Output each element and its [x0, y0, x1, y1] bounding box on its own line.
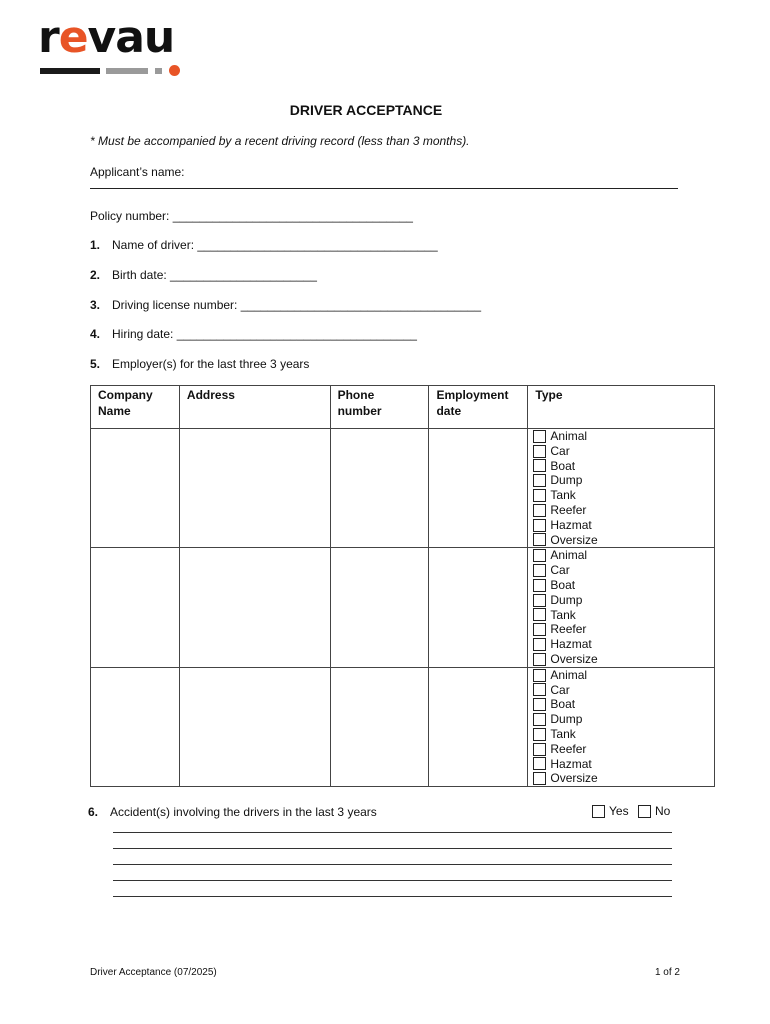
checkbox[interactable] — [533, 533, 546, 546]
accident-details-line[interactable] — [113, 864, 672, 865]
header-employment-date: Employment date — [429, 386, 528, 429]
accident-details-line[interactable] — [113, 848, 672, 849]
type-option-tank[interactable]: Tank — [533, 488, 714, 503]
checkbox[interactable] — [533, 430, 546, 443]
type-option-animal[interactable]: Animal — [533, 429, 714, 444]
type-option-car[interactable]: Car — [533, 563, 714, 578]
checkbox[interactable] — [638, 805, 651, 818]
type-option-boat[interactable]: Boat — [533, 578, 714, 593]
footer-form-name: Driver Acceptance (07/2025) — [90, 967, 217, 978]
type-option-tank[interactable]: Tank — [533, 608, 714, 623]
driver-name-field[interactable]: ____________________________________ — [197, 238, 438, 252]
address-cell[interactable] — [179, 667, 330, 786]
type-option-animal[interactable]: Animal — [533, 548, 714, 563]
employers-heading — [90, 357, 309, 371]
type-option-tank[interactable]: Tank — [533, 727, 714, 742]
item-number: 2. — [90, 268, 101, 282]
yes-label: Yes — [609, 804, 629, 818]
type-cell — [528, 429, 715, 548]
type-option-car[interactable]: Car — [533, 683, 714, 698]
hiring-date-label: Hiring date: — [112, 327, 174, 341]
table-row — [91, 429, 715, 548]
type-option-dump[interactable]: Dump — [533, 593, 714, 608]
license-number-field[interactable]: ____________________________________ — [240, 298, 481, 312]
table-row — [91, 548, 715, 667]
footer-page-number: 1 of 2 — [654, 967, 680, 978]
item-number: 4. — [90, 327, 101, 341]
company-name-cell[interactable] — [91, 429, 180, 548]
hiring-date-field[interactable]: ____________________________________ — [176, 327, 417, 341]
item-number: 1. — [90, 238, 101, 252]
policy-number-field[interactable]: ____________________________________ — [172, 209, 413, 223]
checkbox[interactable] — [533, 623, 546, 636]
employment-date-cell[interactable] — [429, 667, 528, 786]
type-option-oversize[interactable]: Oversize — [533, 533, 714, 548]
checkbox[interactable] — [592, 805, 605, 818]
header-type: Type — [528, 386, 715, 429]
driver-name-row[interactable] — [90, 238, 438, 252]
type-option-reefer[interactable]: Reefer — [533, 503, 714, 518]
logo-bar-gray — [106, 68, 148, 74]
logo-square-gray — [155, 68, 162, 74]
checkbox[interactable] — [533, 608, 546, 621]
checkbox[interactable] — [533, 489, 546, 502]
header-address: Address — [179, 386, 330, 429]
header-phone-number: Phone number — [330, 386, 429, 429]
phone-number-cell[interactable] — [330, 429, 429, 548]
type-option-dump[interactable]: Dump — [533, 712, 714, 727]
checkbox[interactable] — [533, 683, 546, 696]
logo-wordmark: revau — [38, 12, 175, 63]
applicant-name-field[interactable] — [90, 188, 678, 189]
type-option-car[interactable]: Car — [533, 444, 714, 459]
item-number: 5. — [90, 357, 101, 371]
checkbox[interactable] — [533, 445, 546, 458]
type-option-hazmat[interactable]: Hazmat — [533, 757, 714, 772]
no-label: No — [655, 804, 671, 818]
checkbox[interactable] — [533, 713, 546, 726]
checkbox[interactable] — [533, 698, 546, 711]
type-option-hazmat[interactable]: Hazmat — [533, 518, 714, 533]
logo-dot-orange — [169, 65, 180, 76]
employers-table — [90, 385, 715, 787]
phone-number-cell[interactable] — [330, 548, 429, 667]
license-number-row[interactable] — [90, 298, 481, 312]
checkbox[interactable] — [533, 549, 546, 562]
checkbox[interactable] — [533, 474, 546, 487]
type-cell — [528, 667, 715, 786]
type-option-dump[interactable]: Dump — [533, 473, 714, 488]
employment-date-cell[interactable] — [429, 548, 528, 667]
type-option-hazmat[interactable]: Hazmat — [533, 637, 714, 652]
accidents-no-option[interactable] — [638, 804, 670, 818]
logo-bar-black — [40, 68, 100, 74]
checkbox[interactable] — [533, 653, 546, 666]
type-option-oversize[interactable]: Oversize — [533, 771, 714, 786]
checkbox[interactable] — [533, 459, 546, 472]
accident-details-line[interactable] — [113, 880, 672, 881]
item-number: 6. — [88, 805, 99, 819]
type-options — [528, 429, 714, 547]
checkbox[interactable] — [533, 743, 546, 756]
checkbox[interactable] — [533, 757, 546, 770]
checkbox[interactable] — [533, 564, 546, 577]
birth-date-row[interactable] — [90, 268, 317, 282]
type-option-boat[interactable]: Boat — [533, 697, 714, 712]
hiring-date-row[interactable] — [90, 327, 417, 341]
checkbox[interactable] — [533, 772, 546, 785]
type-options — [528, 668, 714, 786]
checkbox[interactable] — [533, 504, 546, 517]
accidents-heading — [88, 805, 377, 819]
accident-details-line[interactable] — [113, 896, 672, 897]
requirement-note: * Must be accompanied by a recent driving record (less than 3 months). — [90, 134, 470, 148]
company-name-cell[interactable] — [91, 667, 180, 786]
header-company-name: Company Name — [91, 386, 180, 429]
company-name-cell[interactable] — [91, 548, 180, 667]
employment-date-cell[interactable] — [429, 429, 528, 548]
employers-label: Employer(s) for the last three 3 years — [112, 357, 310, 371]
address-cell[interactable] — [179, 548, 330, 667]
document-title: DRIVER ACCEPTANCE — [289, 102, 443, 118]
birth-date-label: Birth date: — [112, 268, 167, 282]
applicant-name-label: Applicant’s name: — [90, 165, 185, 179]
phone-number-cell[interactable] — [330, 667, 429, 786]
type-option-animal[interactable]: Animal — [533, 668, 714, 683]
type-options — [528, 548, 714, 666]
driver-name-label: Name of driver: — [112, 238, 195, 252]
checkbox[interactable] — [533, 519, 546, 532]
address-cell[interactable] — [179, 429, 330, 548]
company-logo — [38, 12, 188, 80]
license-number-label: Driving license number: — [112, 298, 238, 312]
type-option-boat[interactable]: Boat — [533, 459, 714, 474]
table-header-row — [91, 386, 715, 429]
type-option-reefer[interactable]: Reefer — [533, 622, 714, 637]
item-number: 3. — [90, 298, 101, 312]
table-row — [91, 667, 715, 786]
checkbox[interactable] — [533, 579, 546, 592]
accidents-label: Accident(s) involving the drivers in the last 3 years — [110, 805, 377, 819]
birth-date-field[interactable]: ______________________ — [170, 268, 317, 282]
policy-number-label: Policy number: — [90, 209, 170, 223]
policy-number-row[interactable] — [90, 209, 413, 223]
type-option-reefer[interactable]: Reefer — [533, 742, 714, 757]
checkbox[interactable] — [533, 638, 546, 651]
type-cell — [528, 548, 715, 667]
checkbox[interactable] — [533, 594, 546, 607]
accident-details-line[interactable] — [113, 832, 672, 833]
accidents-yes-option[interactable] — [592, 804, 629, 818]
type-option-oversize[interactable]: Oversize — [533, 652, 714, 667]
checkbox[interactable] — [533, 669, 546, 682]
checkbox[interactable] — [533, 728, 546, 741]
